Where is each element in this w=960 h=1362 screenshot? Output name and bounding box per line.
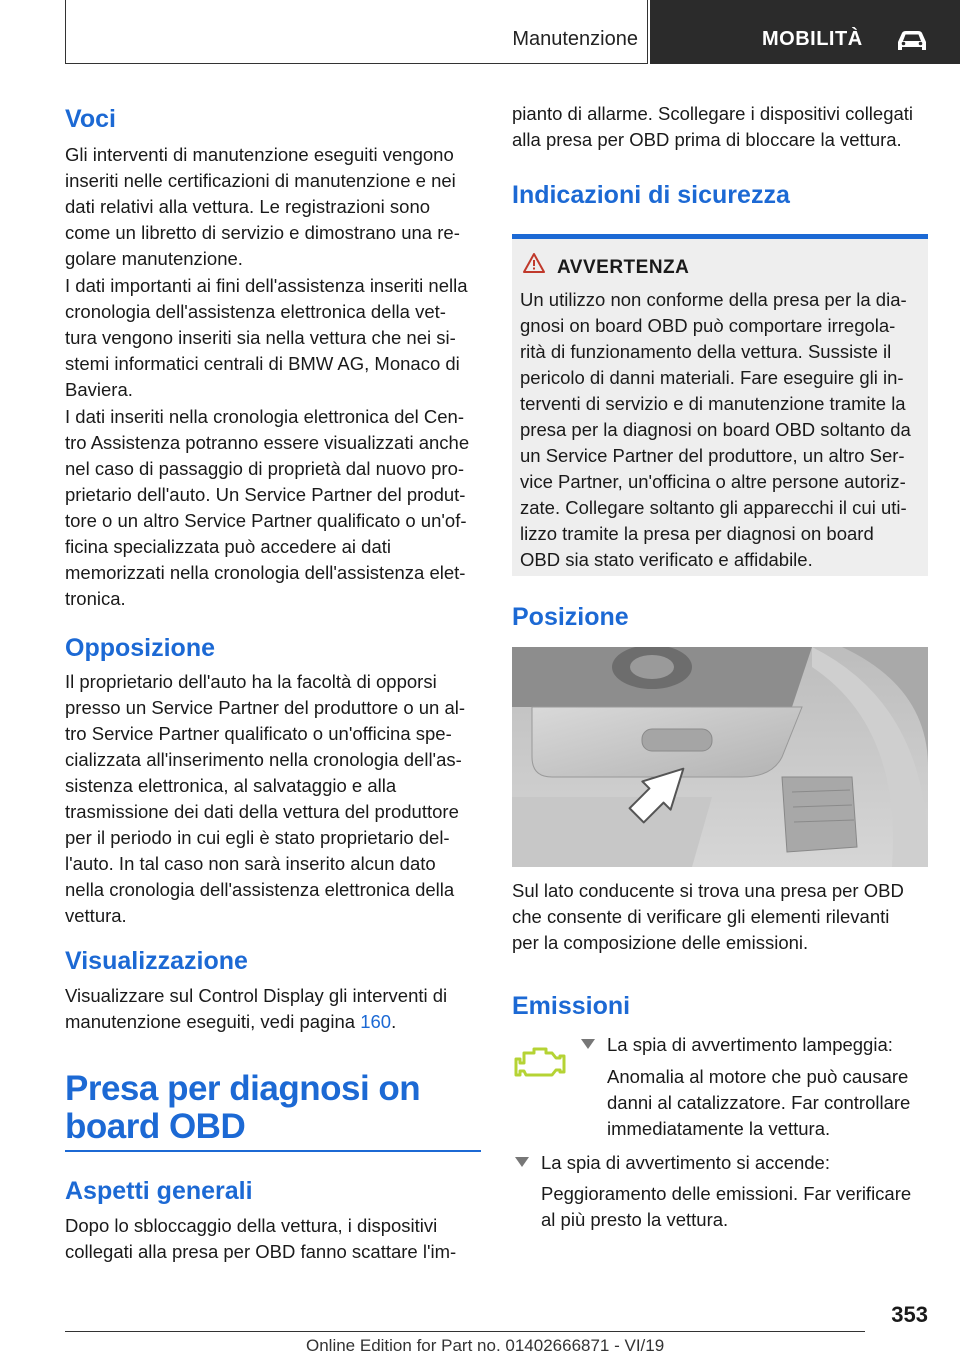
text-line: zate. Collegare soltanto gli apparecchi il cui uti- [520, 497, 907, 518]
text-line: Gli interventi di manutenzione eseguiti vengono [65, 144, 454, 165]
text-line: vettura. [65, 905, 127, 926]
text-line: Il proprietario dell'auto ha la facoltà di opporsi [65, 671, 437, 692]
voci-paragraph-3 [65, 404, 485, 612]
emissioni-bullet-1 [607, 1032, 927, 1058]
page-reference-link[interactable]: 160 [360, 1011, 392, 1032]
obd-location-illustration [512, 647, 928, 867]
text-line: La spia di avvertimento lampeggia: [607, 1034, 893, 1055]
text-line: che consente di verificare gli elementi rilevanti [512, 906, 890, 927]
footer-edition: Online Edition for Part no. 01402666871 - VI/19 [306, 1336, 665, 1355]
warning-box [512, 234, 928, 576]
text-line: dati relativi alla vettura. Le registrazioni sono [65, 196, 431, 217]
visualizzazione-heading: Visualizzazione [65, 947, 248, 975]
emissioni-bullet-2-detail [541, 1181, 931, 1233]
header-chapter-title: MOBILITÀ [762, 28, 863, 50]
text-line: cializzata all'inserimento nella cronologia dell'as- [65, 749, 462, 770]
footer-divider [65, 1331, 865, 1332]
voci-paragraph-2 [65, 273, 485, 403]
aspetti-continued-paragraph [512, 101, 932, 153]
text-line: I dati importanti ai fini dell'assistenza inseriti nella [65, 275, 468, 296]
text-line: immediatamente la vettura. [607, 1118, 831, 1139]
obd-location-photo [512, 647, 928, 867]
posizione-paragraph [512, 878, 932, 956]
car-icon [894, 28, 930, 54]
text-line: terventi di servizio e di manutenzione tramite la [520, 393, 906, 414]
text-line: l'auto. In tal caso non sarà inserito alcun dato [65, 853, 436, 874]
page-number: 353 [891, 1302, 928, 1327]
text-line: presso un Service Partner del produttore o un al- [65, 697, 466, 718]
text-line: per la composizione delle emissioni. [512, 932, 809, 953]
text-line: pericolo di danni materiali. Fare eseguire gli in- [520, 367, 904, 388]
text-line: trasmissione dei dati della vettura del produttore [65, 801, 459, 822]
obd-heading [65, 1070, 420, 1146]
warning-triangle-icon [522, 252, 546, 274]
text-line: Un utilizzo non conforme della presa per la dia- [520, 289, 907, 310]
text-line: Baviera. [65, 379, 133, 400]
header-section-title: Manutenzione [512, 28, 638, 50]
text-line: alla presa per OBD prima di bloccare la vettura. [512, 129, 902, 150]
text-line: presa per la diagnosi on board OBD soltanto da [520, 419, 911, 440]
opposizione-heading: Opposizione [65, 634, 215, 662]
bullet-triangle-icon [515, 1157, 529, 1167]
text-line: tro Assistenza potranno essere visualizzati anche [65, 432, 470, 453]
engine-warning-icon [514, 1045, 566, 1081]
text-line: tronica. [65, 588, 126, 609]
text-line: prietario dell'auto. Un Service Partner del produt- [65, 484, 466, 505]
text-line: tore o un altro Service Partner qualificato o un'of- [65, 510, 467, 531]
voci-paragraph-1 [65, 142, 485, 272]
text-line: vice Partner, un'officina o altre persone autoriz- [520, 471, 906, 492]
heading-line: Presa per diagnosi on [65, 1069, 421, 1108]
visualizzazione-paragraph [65, 983, 485, 1035]
text-line: memorizzati nella cronologia dell'assistenza elet- [65, 562, 466, 583]
text-line: inseriti nelle certificazioni di manutenzione e nei [65, 170, 456, 191]
text-line: Dopo lo sbloccaggio della vettura, i dispositivi [65, 1215, 438, 1236]
text-line: tura vengono inseriti sia nella vettura che nei si- [65, 327, 456, 348]
text-span: manutenzione eseguiti, vedi pagina [65, 1011, 361, 1032]
text-line: per il periodo in cui egli è stato proprietario del- [65, 827, 450, 848]
text-line [65, 1009, 485, 1035]
header-chapter-tab [650, 0, 960, 64]
text-line: danni al catalizzatore. Far controllare [607, 1092, 911, 1113]
text-line: come un libretto di servizio e dimostrano una re- [65, 222, 460, 243]
heading-line: board OBD [65, 1107, 246, 1146]
text-line: Peggioramento delle emissioni. Far verificare [541, 1183, 912, 1204]
text-line: OBD sia stato verificato e affidabile. [520, 549, 813, 570]
text-line: sistenza elettronica, al salvataggio e alla [65, 775, 397, 796]
sicurezza-heading: Indicazioni di sicurezza [512, 181, 790, 209]
text-line: un Service Partner del produttore, un altro Ser- [520, 445, 905, 466]
text-line: Anomalia al motore che può causare [607, 1066, 909, 1087]
opposizione-paragraph [65, 669, 485, 929]
text-line: Visualizzare sul Control Display gli interventi di [65, 985, 448, 1006]
aspetti-generali-heading: Aspetti generali [65, 1177, 253, 1205]
warning-title: AVVERTENZA [557, 257, 690, 278]
text-line: tro Service Partner qualificato o un'officina spe- [65, 723, 452, 744]
text-line: al più presto la vettura. [541, 1209, 729, 1230]
text-line: cronologia dell'assistenza elettronica della vet- [65, 301, 446, 322]
emissioni-heading: Emissioni [512, 992, 631, 1020]
text-line: I dati inseriti nella cronologia elettronica del Cen- [65, 406, 464, 427]
emissioni-bullet-1-detail [607, 1064, 927, 1142]
text-line: pianto di allarme. Scollegare i dispositivi collegati [512, 103, 914, 124]
text-line: nella cronologia dell'assistenza elettronica della [65, 879, 455, 900]
bullet-triangle-icon [581, 1039, 595, 1049]
text-line: La spia di avvertimento si accende: [541, 1152, 830, 1173]
text-line: gnosi on board OBD può comportare irregola- [520, 315, 896, 336]
text-line: collegati alla presa per OBD fanno scattare l'im- [65, 1241, 457, 1262]
text-line: stemi informatici centrali di BMW AG, Monaco di [65, 353, 460, 374]
text-line: nel caso di passaggio di proprietà dal nuovo pro- [65, 458, 465, 479]
text-line: ficina specializzata può accedere ai dati [65, 536, 391, 557]
text-line: Sul lato conducente si trova una presa per OBD [512, 880, 904, 901]
voci-heading: Voci [65, 105, 116, 133]
warning-text [520, 287, 922, 573]
section-divider [65, 1150, 481, 1152]
posizione-heading: Posizione [512, 603, 629, 631]
emissioni-bullet-2 [541, 1150, 931, 1176]
text-line: lizzo tramite la presa per diagnosi on board [520, 523, 874, 544]
aspetti-generali-paragraph [65, 1213, 485, 1265]
text-span: . [391, 1011, 397, 1032]
text-line: golare manutenzione. [65, 248, 243, 269]
text-line: rità di funzionamento della vettura. Sussiste il [520, 341, 892, 362]
